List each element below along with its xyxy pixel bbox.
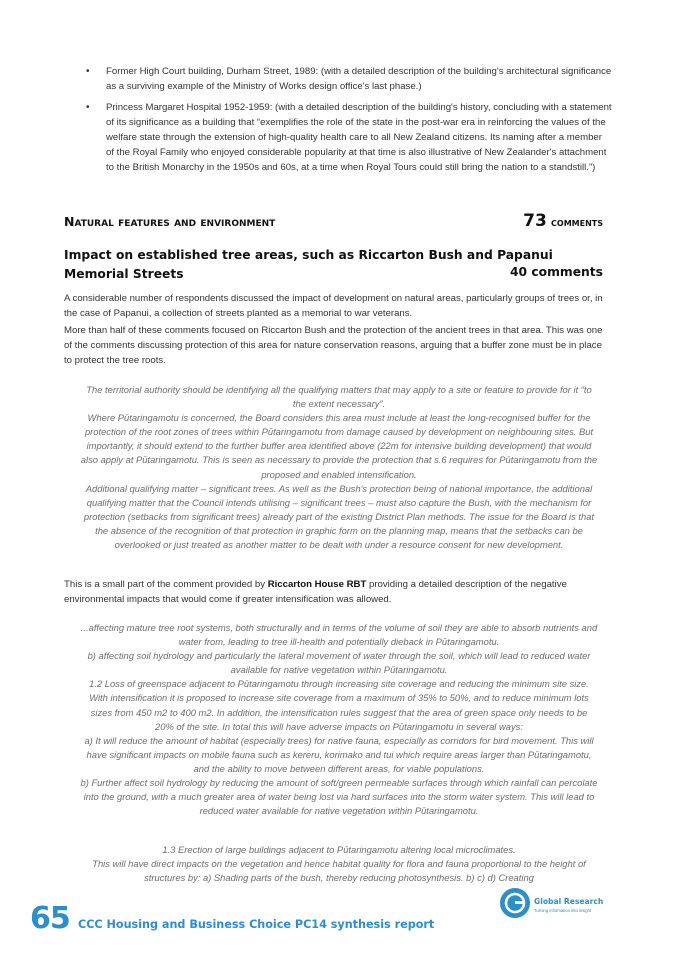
quote-line: ...affecting mature tree root systems, both structurally and in terms of the volume of soil they are able to absorb nutrients and water from, leading to tree ill-health and potentially dieback in Pūtaringamotu. xyxy=(80,622,598,648)
section-count-label: comments xyxy=(551,215,603,229)
quote-block-impacts xyxy=(80,621,598,818)
quote-block-microclimate xyxy=(80,843,598,885)
subsection-comment-count: 40 comments xyxy=(509,265,603,279)
quote-line: This will have direct impacts on the vegetation and hence habitat quality for flora and fauna proportional to the height of structures by: a) Shading parts of the bush, thereby reducing photosynthesis. b) c) d) Creating xyxy=(92,858,586,884)
paragraph-riccarton-house xyxy=(64,577,612,607)
subsection-title: Impact on established tree areas, such as Riccarton Bush and Papanui Memorial Streets xyxy=(64,248,553,281)
logo-tagline: Turning information into insight xyxy=(534,908,592,913)
global-research-logo xyxy=(500,888,620,924)
quote-block-board xyxy=(80,383,598,552)
logo-name: Global Research xyxy=(534,897,604,906)
section-title: Natural features and environment xyxy=(64,214,276,229)
report-title: CCC Housing and Business Choice PC14 synthesis report xyxy=(78,918,435,931)
paragraph-intro: A considerable number of respondents discussed the impact of development on natural areas, particularly groups of trees or, in the case of Papanui, a collection of streets planted as a memorial to war veterans. xyxy=(64,293,603,319)
list-item xyxy=(64,100,612,175)
quote-line: Where Pūtaringamotu is concerned, the Board considers this area must include at least the long-recognised buffer for the protection of the root zones of trees within Pūtaringamotu from damage caused by development on neighbouring sites. But importantly, it should extend to the further buffer area identified above (22m for intensive building development) that would also apply at Pūtaringamotu. This is seen as necessary to provide the protection that s.6 requires for Pūtaringamotu from the proposed and enabled intensification. xyxy=(80,412,598,480)
logo-glyph-icon xyxy=(500,888,530,918)
riccarton-house-link[interactable]: Riccarton House RBT xyxy=(267,579,367,590)
p3-after: providing a detailed description of the negative environmental impacts that would come if greater intensification was allowed. xyxy=(64,579,567,605)
quote-line: The territorial authority should be identifying all the qualifying matters that may apply to a site or feature to provide for it “to the extent necessary”. xyxy=(86,384,592,410)
quote-line: 1.3 Erection of large buildings adjacent to Pūtaringamotu altering local microclimates. xyxy=(162,844,516,855)
section-comment-count xyxy=(523,211,603,231)
logo-mark-icon xyxy=(500,888,530,918)
p3-before: This is a small part of the comment provided by xyxy=(64,579,268,590)
bullet-icon: • xyxy=(86,102,90,113)
heritage-bullet-list xyxy=(64,64,612,181)
quote-line: b) affecting soil hydrology and particularly the lateral movement of water through the soil, which will lead to reduced water available for native vegetation within Pūtaringamotu. xyxy=(87,650,591,676)
page-number: 65 xyxy=(30,901,70,936)
list-item xyxy=(64,64,612,94)
paragraph-riccarton: More than half of these comments focused on Riccarton Bush and the protection of the ancient trees in that area. This was one of the comments discussing protection of this area for nature conservation reasons, arguing that a buffer zone must be in place to protect the tree roots. xyxy=(64,325,603,366)
bullet-text: Former High Court building, Durham Street, 1989: (with a detailed description of the building's architectural significance as a surviving example of the Ministry of Works design office's last phase.) xyxy=(106,66,612,92)
quote-line: Additional qualifying matter – significant trees. As well as the Bush's protection being of national importance, the additional qualifying matter that the Council intends utilising – significant trees – must also capture the Bush, with the mechanism for protection (setbacks from significant trees) already part of the existing District Plan methods. The issue for the Board is that the absence of the recognition of that protection in graphic form on the planning map, means that the setbacks can be overlooked or just treated as another matter to be dealt with under a resource consent for new development. xyxy=(83,482,595,551)
bullet-icon: • xyxy=(86,66,90,77)
quote-line: 1.2 Loss of greenspace adjacent to Pūtaringamotu through increasing site coverage and reducing the minimum site size. With intensification it is proposed to increase site coverage from a maximum of 35% to 50%, and to reduce minimum lots sizes from 450 m2 to 400 m2. In addition, the intensification rules suggest that the area of green space only needs to be 20% of the site. In total this will have adverse impacts on Pūtaringamotu in several ways: xyxy=(89,678,589,732)
quote-line: b) Further affect soil hydrology by reducing the amount of soft/green permeable surfaces through which rainfall can percolate into the ground, with a much greater area of water being lost via hard surfaces into the storm water system. This will lead to reduced water available for native vegetation within Pūtaringamotu. xyxy=(80,777,598,817)
bullet-text: Princess Margaret Hospital 1952-1959: (with a detailed description of the building's history, concluding with a statement of its significance as a building that “exemplifies the role of the state in the post-war era in reinforcing the values of the welfare state through the extension of high-quality health care to all New Zealand citizens. Its naming after a member of the Royal Family who enjoyed considerable popularity at that time is also illustrative of New Zealander's attachment to the British Monarchy in the 1950s and 60s, at a time when Royal Tours could still bring the nation to a standstill.”) xyxy=(106,102,612,173)
quote-line: a) It will reduce the amount of habitat (especially trees) for native fauna, especially as corridors for bird movement. This will have significant impacts on mobile fauna such as kereru, korimako and tui which require areas larger than Pūtaringamotu, and the ability to move between different areas, for viable populations. xyxy=(84,734,594,774)
section-count-number: 73 xyxy=(523,211,547,231)
